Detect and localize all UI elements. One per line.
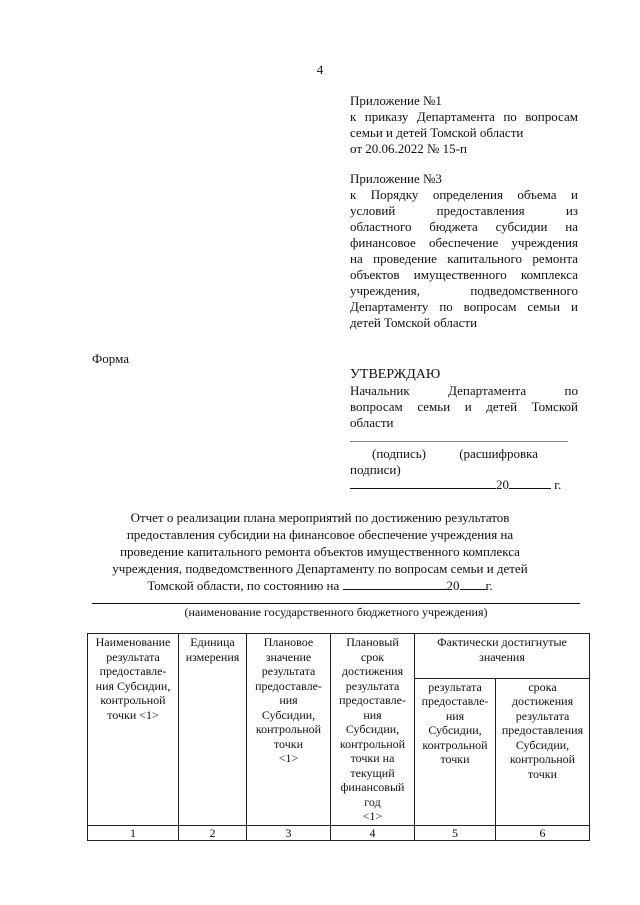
- year-prefix: 20: [496, 477, 509, 492]
- signature-labels: [350, 446, 570, 478]
- appendix-3-line: финансовое обеспечение учреждения: [350, 235, 578, 250]
- date-blank: [350, 476, 496, 489]
- approval-title: УТВЕРЖДАЮ: [350, 367, 441, 382]
- column-number: 6: [496, 825, 590, 840]
- org-caption: (наименование государственного бюджетного учреждения): [184, 605, 488, 619]
- report-date-prefix: Томской области, по состоянию на: [147, 578, 340, 593]
- column-number: 2: [179, 825, 247, 840]
- report-date-blank: [343, 577, 447, 590]
- approval-date: [350, 476, 576, 492]
- report-title-line: Отчет о реализации плана мероприятий по достижению результатов: [130, 510, 510, 525]
- header-actual-values: Фактически достигнутые значения: [415, 634, 590, 679]
- year-blank: [509, 476, 551, 489]
- appendix-3-line: учреждения, подведомственного: [350, 283, 578, 298]
- signature-line: [350, 441, 568, 442]
- appendix-3-line: к Порядку определения объема и: [350, 187, 578, 202]
- appendix-1-line: от 20.06.2022 № 15-п: [350, 141, 467, 156]
- approval-block: [350, 367, 578, 431]
- report-year-blank: [460, 577, 486, 590]
- report-table: [87, 633, 590, 841]
- page-number: 4: [316, 62, 324, 77]
- report-title: [100, 509, 540, 594]
- table-row: [88, 825, 590, 840]
- appendix-3-line: условий предоставления из: [350, 203, 578, 218]
- approval-line: вопросам семьи и детей Томской: [350, 399, 578, 414]
- org-name-line: [92, 603, 580, 604]
- decode-label-2: подписи): [350, 462, 401, 477]
- form-label: Форма: [92, 351, 129, 366]
- appendix-3-line: Департаменту по вопросам семьи и: [350, 299, 578, 314]
- appendix-3-title: Приложение №3: [350, 171, 442, 186]
- appendix-3-line: детей Томской области: [350, 315, 478, 330]
- appendix-1-title: Приложение №1: [350, 93, 442, 108]
- appendix-3-line: областного бюджета субсидии на: [350, 219, 578, 234]
- appendix-1: [350, 93, 578, 157]
- appendix-3: [350, 171, 578, 331]
- header-planned-term: Плановый срок достижения результата предоставле- ния Субсидии, контрольной точки на текущий финансовый год <1>: [331, 634, 415, 826]
- report-year-prefix: 20: [446, 578, 460, 593]
- header-actual-term: срока достижения результата предоставления Субсидии, контрольной точки: [496, 678, 590, 825]
- column-number: 4: [331, 825, 415, 840]
- header-actual-result: результата предоставле- ния Субсидии, контрольной точки: [415, 678, 496, 825]
- report-title-last-line: [100, 577, 540, 594]
- appendix-1-line: семьи и детей Томской области: [350, 125, 524, 140]
- appendix-3-line: объектов имущественного комплекса: [350, 267, 578, 282]
- header-unit: Единица измерения: [179, 634, 247, 826]
- appendix-3-line: на проведение капитального ремонта: [350, 251, 578, 266]
- report-title-line: проведение капитального ремонта объектов имущественного комплекса: [120, 544, 520, 559]
- approval-line: Начальник Департамента по: [350, 383, 578, 398]
- report-year-suffix: г.: [485, 578, 493, 593]
- approval-line: области: [350, 415, 394, 430]
- column-number: 5: [415, 825, 496, 840]
- header-planned-value: Плановое значение результата предоставле- ния Субсидии, контрольной точки <1>: [247, 634, 331, 826]
- column-number: 3: [247, 825, 331, 840]
- signature-label: (подпись): [372, 446, 426, 461]
- column-number: 1: [88, 825, 179, 840]
- decode-label: (расшифровка: [459, 446, 539, 461]
- table-header-row: [88, 634, 590, 679]
- appendix-1-line: к приказу Департамента по вопросам: [350, 109, 578, 124]
- report-title-line: учреждения, подведомственного Департаменту по вопросам семьи и детей: [112, 561, 528, 576]
- year-suffix: г.: [554, 477, 562, 492]
- report-title-line: предоставления субсидии на финансовое обеспечение учреждения на: [126, 527, 514, 542]
- header-result-name: Наименование результата предоставле- ния Субсидии, контрольной точки <1>: [88, 634, 179, 826]
